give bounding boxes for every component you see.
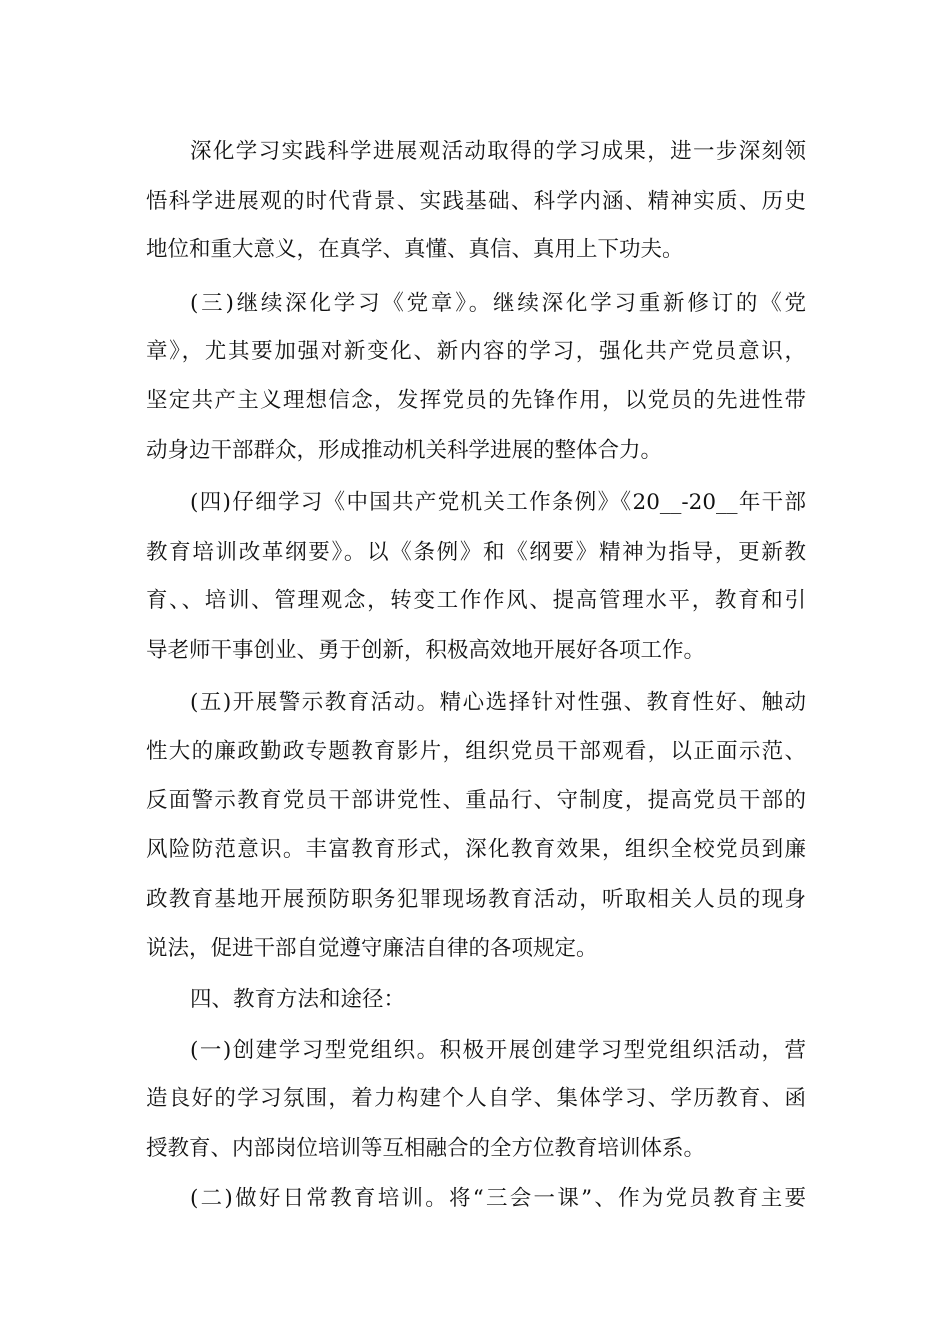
paragraph-line: 授教育、内部岗位培训等互相融合的全方位教育培训体系。 bbox=[146, 1136, 706, 1161]
paragraph-line: 风险防范意识。丰富教育形式，深化教育效果，组织全校党员到廉 bbox=[146, 837, 806, 862]
paragraph-line: (五)开展警示教育活动。精心选择针对性强、教育性好、触动 bbox=[190, 690, 806, 715]
paragraph-line: 深化学习实践科学进展观活动取得的学习成果，进一步深刻领 bbox=[190, 139, 806, 164]
paragraph-line: 导老师干事创业、勇于创新，积极高效地开展好各项工作。 bbox=[146, 638, 706, 663]
paragraph-line: 反面警示教育党员干部讲党性、重品行、守制度，提高党员干部的 bbox=[146, 788, 806, 813]
paragraph-line: (一)创建学习型党组织。积极开展创建学习型党组织活动，营 bbox=[190, 1038, 806, 1063]
paragraph-line: 性大的廉政勤政专题教育影片，组织党员干部观看，以正面示范、 bbox=[146, 739, 806, 764]
paragraph-line: 教育培训改革纲要》。以《条例》和《纲要》精神为指导，更新教 bbox=[146, 540, 806, 565]
paragraph-line: 育、、培训、管理观念，转变工作作风、提高管理水平，教育和引 bbox=[146, 588, 806, 613]
paragraph-line: 地位和重大意义，在真学、真懂、真信、真用上下功夫。 bbox=[146, 237, 684, 262]
paragraph-line: 政教育基地开展预防职务犯罪现场教育活动，听取相关人员的现身 bbox=[146, 887, 806, 912]
paragraph-line: 说法，促进干部自觉遵守廉洁自律的各项规定。 bbox=[146, 936, 598, 961]
paragraph-line: 章》，尤其要加强对新变化、新内容的学习，强化共产党员意识， bbox=[146, 339, 806, 364]
paragraph-line: 坚定共产主义理想信念，发挥党员的先锋作用，以党员的先进性带 bbox=[146, 388, 806, 413]
paragraph-line: 造良好的学习氛围，着力构建个人自学、集体学习、学历教育、函 bbox=[146, 1086, 806, 1111]
section-heading: 四、教育方法和途径： bbox=[190, 987, 406, 1012]
paragraph-line: 悟科学进展观的时代背景、实践基础、科学内涵、精神实质、历史 bbox=[146, 189, 806, 214]
paragraph-line: (三)继续深化学习《党章》。继续深化学习重新修订的《党 bbox=[190, 291, 806, 316]
paragraph-line: 动身边干部群众，形成推动机关科学进展的整体合力。 bbox=[146, 438, 663, 463]
paragraph-line: (四)仔细学习《中国共产党机关工作条例》《20__-20__年干部 bbox=[190, 490, 806, 515]
paragraph-line: (二)做好日常教育培训。将“三会一课”、作为党员教育主要 bbox=[190, 1186, 806, 1211]
